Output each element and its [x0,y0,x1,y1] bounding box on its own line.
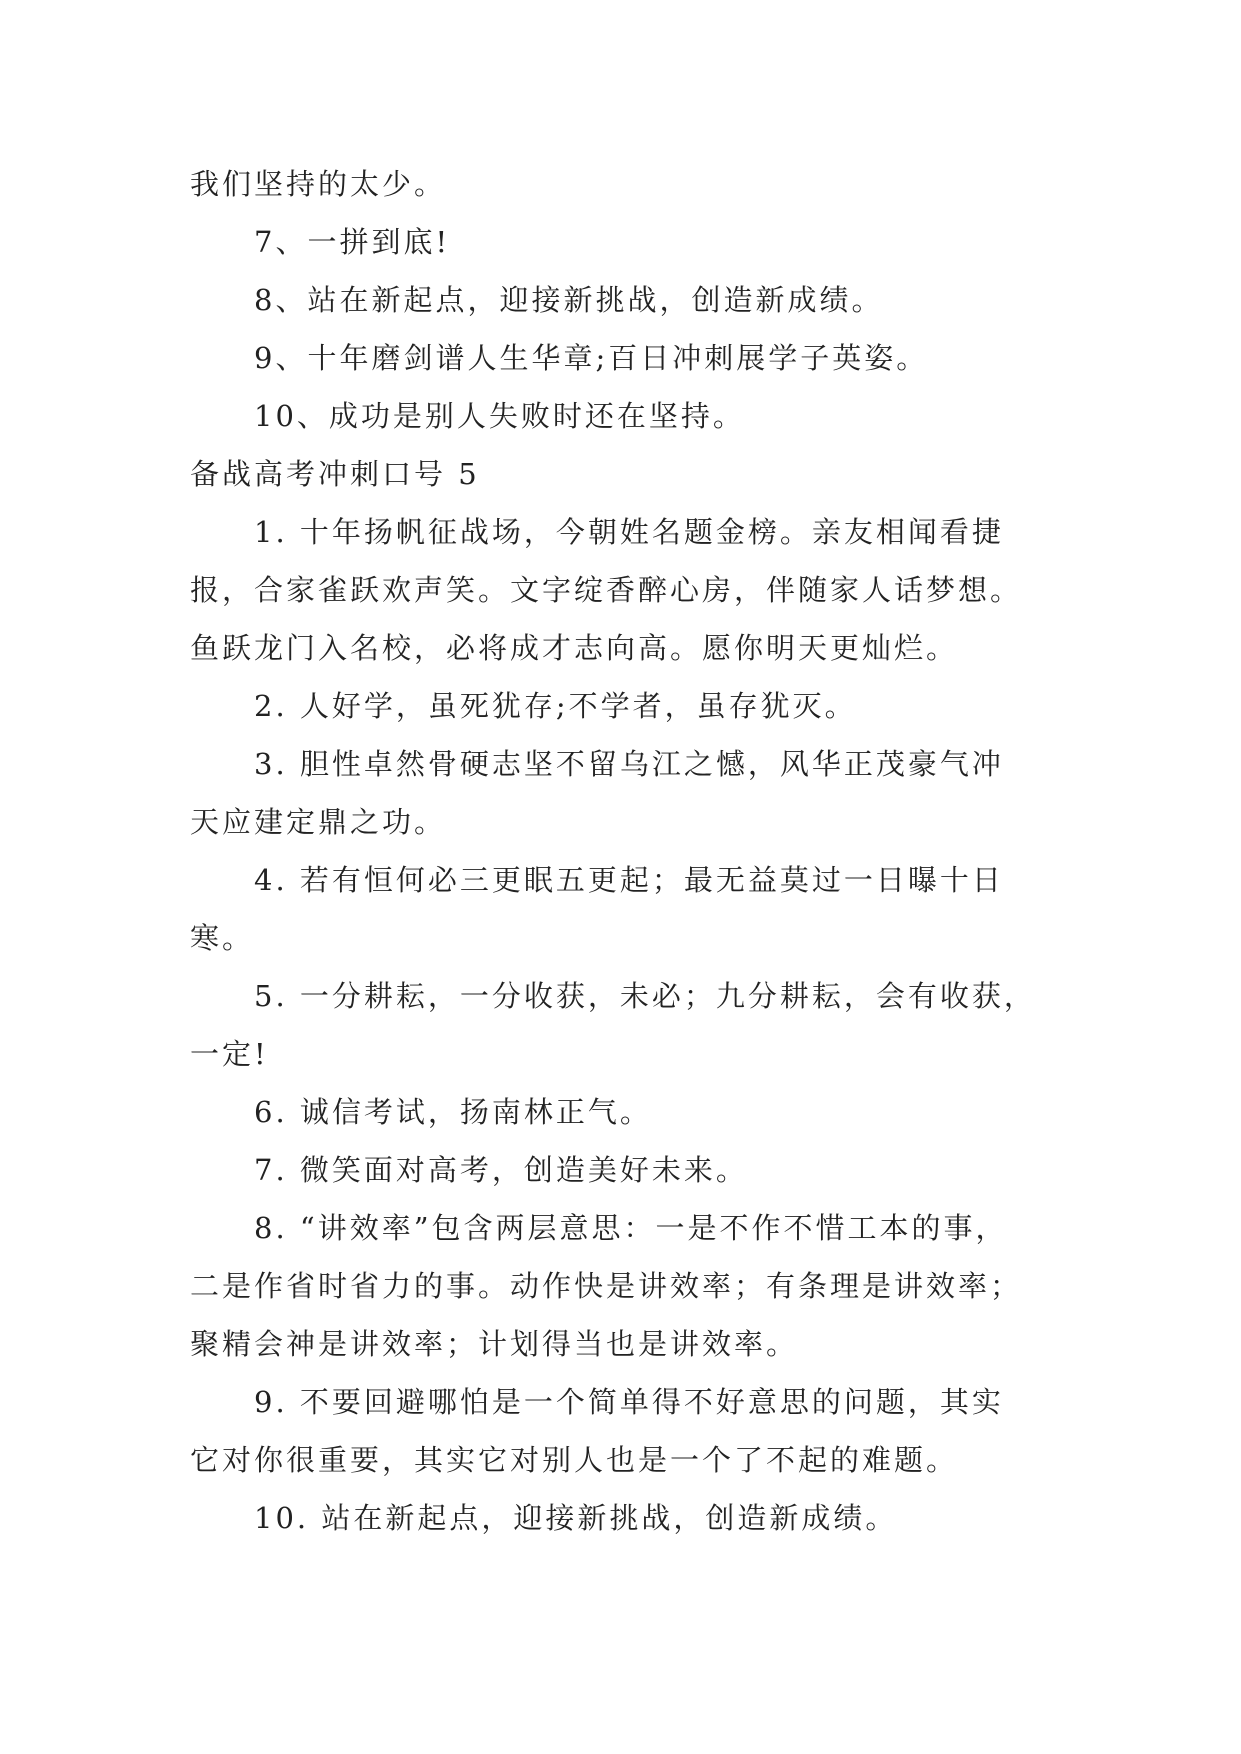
list-b-item-2-line-1: 2. 人好学，虽死犹存;不学者，虽存犹灭。 [254,689,857,723]
list-b-item-1-line-3: 鱼跃龙门入名校，必将成才志向高。愿你明天更灿烂。 [190,631,959,665]
list-b-item-9-line-1: 9. 不要回避哪怕是一个简单得不好意思的问题，其实 [254,1385,1004,1419]
list-b-item-3-line-2: 天应建定鼎之功。 [190,805,447,839]
list-a-item-8: 8、站在新起点，迎接新挑战，创造新成绩。 [254,283,884,317]
list-b-item-5-line-2: 一定! [190,1037,269,1071]
list-b-item-8-line-3: 聚精会神是讲效率；计划得当也是讲效率。 [190,1327,799,1361]
continuation-line: 我们坚持的太少。 [190,167,447,201]
list-b-item-9-line-2: 它对你很重要，其实它对别人也是一个了不起的难题。 [190,1443,959,1477]
list-a-item-9: 9、十年磨剑谱人生华章;百日冲刺展学子英姿。 [254,341,929,375]
list-b-item-7-line-1: 7. 微笑面对高考，创造美好未来。 [254,1153,748,1187]
list-b-item-3-line-1: 3. 胆性卓然骨硬志坚不留乌江之憾，风华正茂豪气冲 [254,747,1004,781]
list-b-item-8-line-2: 二是作省时省力的事。动作快是讲效率；有条理是讲效率； [190,1269,1023,1303]
list-a-item-7: 7、一拼到底! [254,225,451,259]
list-a-item-10: 10、成功是别人失败时还在坚持。 [254,399,745,433]
list-b-item-8-line-1: 8. “讲效率”包含两层意思：一是不作不惜工本的事， [254,1211,1008,1245]
list-b-item-6-line-1: 6. 诚信考试，扬南林正气。 [254,1095,652,1129]
section-title: 备战高考冲刺口号 5 [190,457,480,491]
list-b-item-1-line-2: 报，合家雀跃欢声笑。文字绽香醉心房，伴随家人话梦想。 [190,573,1023,607]
list-b-item-1-line-1: 1. 十年扬帆征战场，今朝姓名题金榜。亲友相闻看捷 [254,515,1004,549]
list-b-item-4-line-2: 寒。 [190,921,255,955]
list-b-item-5-line-1: 5. 一分耕耘，一分收获，未必；九分耕耘，会有收获， [254,979,1036,1013]
document-body [190,155,1070,1547]
list-b-item-4-line-1: 4. 若有恒何必三更眠五更起；最无益莫过一日曝十日 [254,863,1004,897]
list-b-item-10-line-1: 10. 站在新起点，迎接新挑战，创造新成绩。 [254,1501,898,1535]
